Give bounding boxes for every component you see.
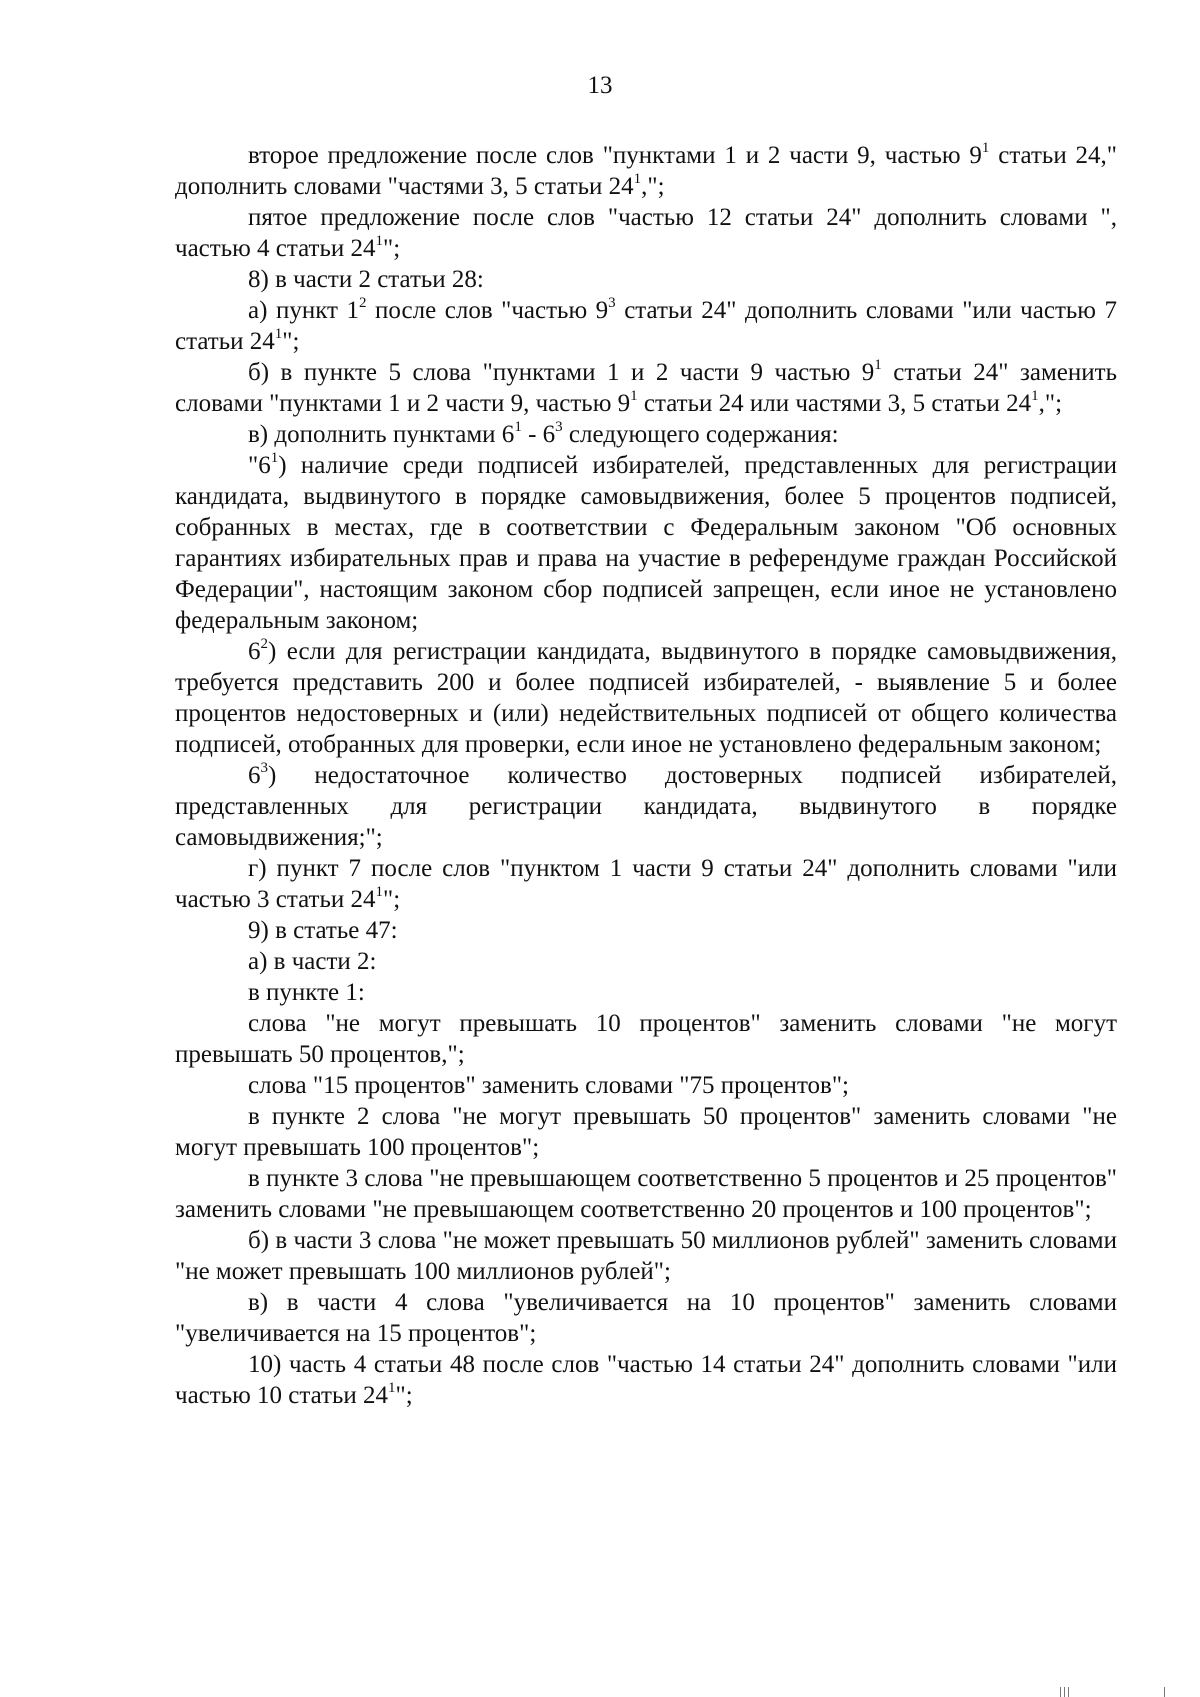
text-run: "6 <box>248 452 271 479</box>
text-run: б) в пункте 5 слова "пунктами 1 и 2 части 9 частью 9 <box>248 359 875 386</box>
text-run: а) пункт 1 <box>248 297 359 324</box>
superscript: 3 <box>260 760 268 776</box>
paragraph <box>175 760 1117 853</box>
text-run: ) наличие среди подписей избирателей, представленных для регистрации кандидата, выдвинутого в порядке самовыдвижения, более 5 процентов подписей, собранных в местах, где в соответствии с Федеральным законом "Об основных гарантиях избирательных прав и права на участие в референдуме граждан Российской Федерации", настоящим законом сбор подписей запрещен, если иное не установлено федеральным законом; <box>175 452 1117 634</box>
scan-artifact-marks <box>1052 1683 1172 1697</box>
superscript: 2 <box>260 636 268 652</box>
paragraph <box>175 853 1117 915</box>
paragraph <box>175 1101 1117 1163</box>
text-run: г) пункт 7 после слов "пунктом 1 части 9 статьи 24" дополнить словами "или частью 3 статьи 24 <box>175 855 1117 913</box>
superscript: 2 <box>359 295 367 311</box>
superscript: 1 <box>633 171 642 187</box>
text-run: статьи 24" заменить словами "пунктами 1 и 2 части 9, частью 9 <box>175 359 1117 417</box>
paragraph <box>175 419 1117 450</box>
text-run: слова "не могут превышать 10 процентов" заменить словами "не могут превышать 50 процентов,"; <box>175 1010 1117 1068</box>
text-run: в пункте 1: <box>248 979 365 1006</box>
document-body <box>175 140 1117 1411</box>
paragraph <box>175 1163 1117 1225</box>
text-run: ,"; <box>641 173 665 200</box>
text-run: ) если для регистрации кандидата, выдвинутого в порядке самовыдвижения, требуется представить 200 и более подписей избирателей, - выявление 5 и более процентов недостоверных и (или) недействительных подписей от общего количества подписей, отобранных для проверки, если иное не установлено федеральным законом; <box>175 638 1117 758</box>
superscript: 3 <box>608 295 616 311</box>
text-run: в) в части 4 слова "увеличивается на 10 процентов" заменить словами "увеличивается на 15 процентов"; <box>175 1289 1117 1347</box>
text-run: б) в части 3 слова "не может превышать 50 миллионов рублей" заменить словами "не может превышать 100 миллионов рублей"; <box>175 1227 1117 1285</box>
superscript: 1 <box>375 233 384 249</box>
text-run: после слов "частью 9 <box>366 297 609 324</box>
text-run: статьи 24" дополнить словами "или частью 7 статьи 24 <box>175 297 1117 355</box>
text-run: 9) в статье 47: <box>248 917 398 944</box>
superscript: 1 <box>375 884 384 900</box>
paragraph <box>175 140 1117 202</box>
text-run: 8) в части 2 статьи 28: <box>248 266 484 293</box>
text-run: статьи 24 или частями 3, 5 статьи 24 <box>637 390 1032 417</box>
paragraph <box>175 357 1117 419</box>
paragraph <box>175 295 1117 357</box>
text-run: слова "15 процентов" заменить словами "75 процентов"; <box>248 1072 849 1099</box>
text-run: 10) часть 4 статьи 48 после слов "частью 14 статьи 24" дополнить словами "или частью 10 статьи 24 <box>175 1351 1117 1409</box>
paragraph <box>175 1070 1117 1101</box>
superscript: 1 <box>270 450 279 466</box>
text-run: статьи 24," дополнить словами "частями 3, 5 статьи 24 <box>175 142 1118 200</box>
superscript: 1 <box>874 357 882 373</box>
superscript: 1 <box>630 388 638 404</box>
text-run: следующего содержания: <box>562 421 839 448</box>
paragraph <box>175 202 1117 264</box>
text-run: пятое предложение после слов "частью 12 статьи 24" дополнить словами ", частью 4 статьи 24 <box>175 204 1117 262</box>
page-number: 13 <box>587 72 613 99</box>
paragraph <box>175 977 1117 1008</box>
superscript: 1 <box>274 326 283 342</box>
paragraph <box>175 1349 1117 1411</box>
paragraph <box>175 946 1117 977</box>
text-run: второе предложение после слов "пунктами 1 и 2 части 9, частью 9 <box>248 142 982 169</box>
text-run: в) дополнить пунктами 6 <box>248 421 515 448</box>
text-run: а) в части 2: <box>248 948 377 975</box>
superscript: 1 <box>981 140 990 156</box>
text-run: 6 <box>248 638 261 665</box>
text-run: "; <box>282 328 300 355</box>
paragraph <box>175 1008 1117 1070</box>
text-run: "; <box>383 886 401 913</box>
text-run: ) недостаточное количество достоверных подписей избирателей, представленных для регистрации кандидата, выдвинутого в порядке самовыдвижения;"; <box>175 762 1117 851</box>
paragraph <box>175 915 1117 946</box>
text-run: "; <box>395 1382 413 1409</box>
paragraph <box>175 636 1117 760</box>
text-run: 6 <box>248 762 261 789</box>
text-run: - 6 <box>521 421 556 448</box>
superscript: 3 <box>555 419 563 435</box>
text-run: "; <box>383 235 401 262</box>
paragraph <box>175 264 1117 295</box>
superscript: 1 <box>1031 388 1039 404</box>
superscript: 1 <box>514 419 522 435</box>
text-run: ,"; <box>1038 390 1063 417</box>
paragraph <box>175 1225 1117 1287</box>
paragraph <box>175 1287 1117 1349</box>
superscript: 1 <box>388 1380 396 1396</box>
paragraph <box>175 450 1117 636</box>
text-run: в пункте 3 слова "не превышающем соответственно 5 процентов и 25 процентов" заменить словами "не превышающем соответственно 20 процентов и 100 процентов"; <box>175 1165 1117 1223</box>
text-run: в пункте 2 слова "не могут превышать 50 процентов" заменить словами "не могут превышать 100 процентов"; <box>175 1103 1117 1161</box>
